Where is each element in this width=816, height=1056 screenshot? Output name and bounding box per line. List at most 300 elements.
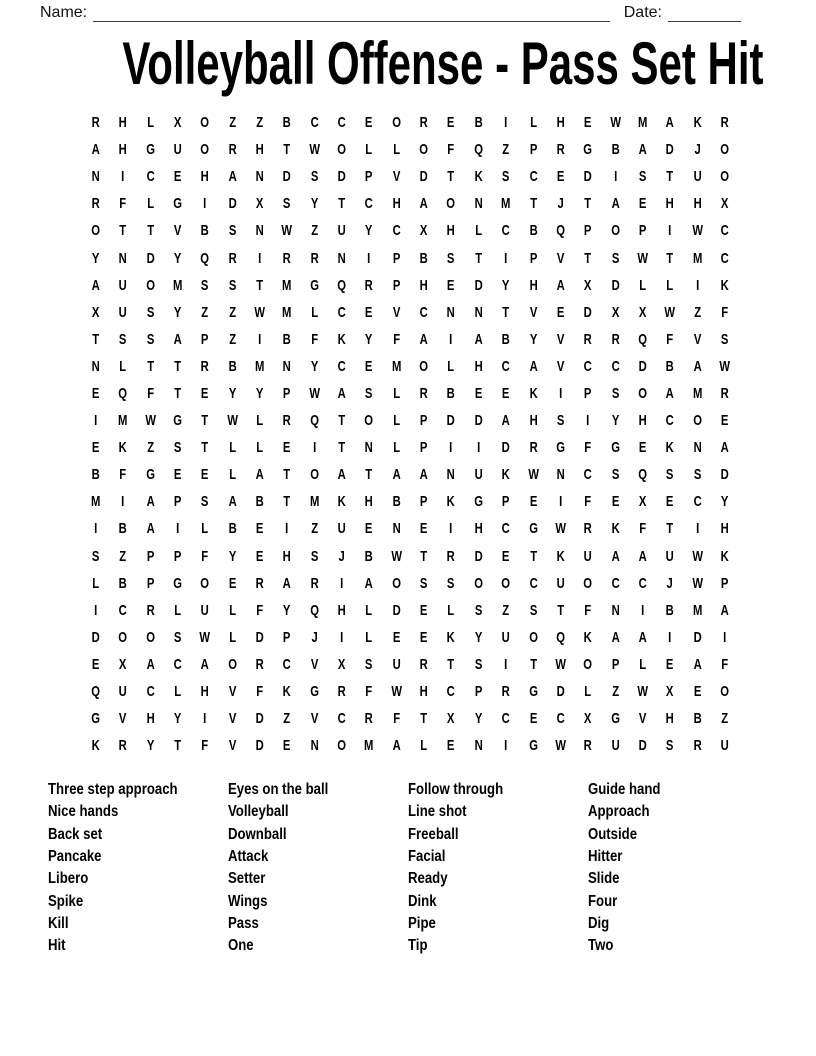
name-label: Name:	[40, 4, 88, 21]
grid-letter: R	[310, 574, 319, 592]
grid-letter: U	[118, 276, 128, 294]
grid-letter: A	[638, 628, 647, 646]
grid-letter: F	[584, 439, 592, 457]
word-bank-item: Approach	[588, 803, 650, 821]
grid-letter: N	[447, 303, 456, 321]
grid-letter: D	[556, 683, 565, 701]
grid-letter: E	[447, 276, 455, 294]
grid-letter: B	[91, 466, 100, 484]
grid-letter: C	[501, 710, 510, 728]
grid-letter: Y	[502, 276, 510, 294]
grid-letter: D	[611, 276, 620, 294]
grid-letter: R	[583, 330, 592, 348]
grid-letter: S	[119, 330, 127, 348]
grid-letter: Q	[337, 276, 347, 294]
grid-letter: T	[502, 303, 510, 321]
grid-letter: S	[310, 168, 319, 186]
grid-letter: B	[228, 520, 237, 538]
grid-letter: I	[94, 412, 98, 430]
grid-letter: D	[474, 412, 483, 430]
grid-letter: L	[228, 601, 236, 619]
grid-letter: T	[338, 195, 346, 213]
header	[40, 2, 741, 22]
grid-letter: X	[91, 303, 100, 321]
grid-letter: P	[283, 384, 291, 402]
grid-letter: C	[337, 710, 346, 728]
grid-letter: I	[258, 330, 262, 348]
word-bank-column-4	[588, 779, 768, 958]
grid-letter: N	[611, 601, 620, 619]
grid-letter: O	[392, 574, 401, 592]
grid-letter: P	[611, 655, 619, 673]
grid-letter: D	[419, 168, 428, 186]
grid-letter: A	[419, 466, 428, 484]
grid-letter: E	[693, 683, 701, 701]
grid-letter: C	[583, 357, 592, 375]
grid-letter: P	[529, 249, 537, 267]
grid-letter: S	[474, 601, 483, 619]
grid-letter: F	[721, 303, 729, 321]
grid-letter: G	[310, 276, 319, 294]
grid-letter: D	[228, 195, 237, 213]
grid-letter: O	[364, 412, 374, 430]
grid-letter: U	[173, 141, 182, 159]
grid-letter: E	[173, 168, 182, 186]
word-bank-item: Freeball	[408, 825, 459, 843]
grid-letter: Y	[146, 737, 155, 755]
grid-letter: L	[256, 412, 264, 430]
grid-letter: I	[476, 439, 481, 457]
grid-letter: E	[420, 520, 428, 538]
grid-letter: K	[337, 493, 346, 511]
grid-letter: A	[146, 493, 155, 511]
grid-letter: I	[340, 574, 344, 592]
grid-letter: K	[447, 493, 456, 511]
grid-letter: A	[693, 655, 702, 673]
grid-letter: L	[201, 520, 209, 538]
grid-letter: H	[419, 276, 428, 294]
grid-letter: Q	[638, 466, 647, 484]
grid-letter: A	[146, 655, 155, 673]
grid-letter: C	[501, 357, 510, 375]
grid-letter: W	[664, 303, 676, 321]
grid-letter: V	[119, 710, 127, 728]
grid-letter: S	[502, 168, 510, 186]
grid-letter: T	[584, 195, 592, 213]
grid-letter: H	[419, 683, 428, 701]
grid-letter: D	[474, 547, 483, 565]
grid-letter: A	[228, 168, 237, 186]
word-bank-item: Spike	[48, 892, 84, 910]
grid-letter: A	[91, 141, 100, 159]
grid-letter: O	[720, 683, 729, 701]
grid-letter: V	[228, 683, 237, 701]
grid-letter: S	[693, 466, 701, 484]
grid-letter: N	[337, 249, 346, 267]
grid-letter: S	[666, 737, 674, 755]
grid-letter: D	[693, 628, 702, 646]
grid-letter: B	[255, 493, 264, 511]
grid-letter: B	[118, 574, 128, 592]
grid-letter: P	[420, 493, 428, 511]
grid-letter: D	[255, 628, 264, 646]
grid-letter: P	[420, 439, 428, 457]
grid-letter: R	[337, 683, 346, 701]
grid-letter: P	[392, 276, 401, 294]
grid-letter: E	[720, 412, 729, 430]
grid-letter: H	[474, 520, 483, 538]
grid-letter: S	[638, 168, 647, 186]
grid-letter: O	[419, 141, 429, 159]
grid-letter: A	[529, 357, 538, 375]
grid-letter: P	[584, 222, 592, 240]
grid-letter: N	[474, 195, 483, 213]
grid-letter: I	[121, 493, 125, 511]
grid-letter: H	[200, 683, 210, 701]
grid-letter: X	[173, 114, 182, 132]
grid-letter: D	[283, 168, 292, 186]
grid-letter: W	[199, 628, 211, 646]
grid-letter: S	[310, 547, 319, 565]
grid-letter: H	[693, 195, 702, 213]
grid-letter: Z	[310, 520, 318, 538]
grid-letter: S	[228, 222, 237, 240]
grid-letter: E	[365, 114, 373, 132]
grid-letter: Y	[611, 412, 619, 430]
grid-letter: L	[475, 222, 482, 240]
grid-letter: T	[146, 357, 154, 375]
grid-letter: J	[666, 574, 674, 592]
grid-letter: C	[611, 357, 620, 375]
grid-letter: K	[693, 114, 702, 132]
grid-letter: T	[447, 168, 455, 186]
grid-letter: C	[665, 412, 674, 430]
grid-letter: D	[392, 601, 401, 619]
grid-letter: T	[174, 357, 182, 375]
word-bank-item: Kill	[48, 915, 69, 933]
grid-letter: L	[393, 141, 400, 159]
grid-letter: I	[668, 628, 672, 646]
grid-letter: C	[720, 222, 729, 240]
grid-letter: M	[173, 276, 183, 294]
grid-letter: Z	[119, 547, 127, 565]
grid-letter: P	[392, 249, 401, 267]
grid-letter: B	[228, 357, 237, 375]
grid-letter: L	[393, 439, 400, 457]
grid-letter: F	[201, 547, 209, 565]
grid-letter: L	[146, 195, 154, 213]
grid-letter: D	[583, 303, 592, 321]
grid-letter: X	[638, 303, 647, 321]
grid-letter: L	[174, 601, 182, 619]
grid-letter: I	[340, 628, 344, 646]
grid-letter: S	[447, 249, 455, 267]
grid-letter: G	[173, 574, 183, 592]
grid-letter: Y	[91, 249, 100, 267]
grid-letter: Y	[474, 710, 483, 728]
grid-letter: C	[146, 168, 155, 186]
grid-letter: I	[285, 520, 289, 538]
grid-letter: G	[556, 439, 565, 457]
grid-letter: T	[119, 222, 127, 240]
grid-letter: A	[720, 439, 729, 457]
grid-letter: O	[419, 357, 429, 375]
grid-letter: Y	[173, 249, 182, 267]
word-bank-item: Dink	[408, 892, 437, 910]
grid-letter: R	[419, 384, 428, 402]
grid-letter: L	[447, 357, 455, 375]
grid-letter: N	[255, 222, 264, 240]
grid-letter: F	[447, 141, 455, 159]
grid-letter: R	[91, 114, 100, 132]
grid-letter: F	[721, 655, 729, 673]
grid-letter: X	[119, 655, 127, 673]
grid-letter: H	[365, 493, 374, 511]
grid-letter: A	[693, 357, 702, 375]
grid-letter: L	[420, 737, 428, 755]
grid-letter: E	[365, 357, 373, 375]
date-write-line	[668, 6, 741, 22]
grid-letter: O	[583, 574, 593, 592]
grid-letter: I	[94, 601, 98, 619]
grid-letter: N	[91, 168, 100, 186]
grid-letter: M	[692, 384, 702, 402]
grid-letter: E	[283, 439, 291, 457]
grid-letter: V	[392, 303, 401, 321]
grid-letter: H	[638, 412, 647, 430]
grid-letter: P	[365, 168, 373, 186]
grid-letter: P	[173, 493, 182, 511]
grid-letter: H	[529, 412, 538, 430]
grid-letter: P	[584, 384, 592, 402]
grid-letter: R	[255, 574, 264, 592]
grid-letter: X	[666, 683, 674, 701]
grid-letter: Q	[556, 222, 565, 240]
grid-letter: I	[504, 737, 508, 755]
grid-letter: P	[173, 547, 182, 565]
grid-letter: C	[501, 222, 510, 240]
grid-letter: O	[720, 168, 729, 186]
grid-letter: Y	[365, 330, 373, 348]
grid-letter: R	[200, 357, 210, 375]
grid-letter: E	[392, 628, 401, 646]
grid-letter: I	[504, 249, 508, 267]
grid-letter: T	[420, 547, 428, 565]
grid-letter: J	[694, 141, 701, 159]
word-bank-item: Nice hands	[48, 803, 119, 821]
grid-letter: G	[173, 195, 183, 213]
grid-letter: L	[393, 412, 400, 430]
word-bank-item: Outside	[588, 825, 638, 843]
grid-letter: O	[200, 114, 210, 132]
grid-letter: S	[529, 601, 537, 619]
word-bank-item: Slide	[588, 870, 620, 888]
grid-letter: L	[529, 114, 537, 132]
grid-letter: M	[391, 357, 402, 375]
grid-letter: C	[337, 303, 346, 321]
grid-letter: U	[337, 222, 346, 240]
grid-letter: V	[556, 249, 565, 267]
grid-letter: P	[720, 574, 729, 592]
grid-letter: Q	[474, 141, 483, 159]
grid-letter: Y	[720, 493, 729, 511]
grid-letter: A	[556, 276, 565, 294]
grid-letter: A	[255, 466, 264, 484]
grid-letter: N	[693, 439, 702, 457]
grid-letter: Z	[256, 114, 264, 132]
grid-letter: A	[419, 195, 428, 213]
grid-letter: S	[611, 249, 619, 267]
grid-letter: C	[118, 601, 128, 619]
grid-letter: L	[447, 601, 455, 619]
grid-letter: T	[529, 195, 537, 213]
grid-letter: L	[365, 628, 373, 646]
grid-letter: I	[723, 628, 727, 646]
grid-letter: A	[665, 114, 674, 132]
grid-letter: I	[258, 249, 262, 267]
grid-letter: F	[310, 330, 318, 348]
grid-letter: R	[556, 141, 565, 159]
grid-letter: O	[692, 412, 702, 430]
grid-letter: L	[584, 683, 592, 701]
grid-letter: D	[638, 737, 647, 755]
grid-letter: D	[665, 141, 674, 159]
grid-letter: R	[583, 737, 592, 755]
grid-letter: H	[200, 168, 210, 186]
grid-letter: M	[692, 249, 702, 267]
word-bank-item: Ready	[408, 870, 448, 888]
grid-letter: I	[176, 520, 180, 538]
grid-letter: H	[556, 114, 565, 132]
grid-letter: B	[283, 114, 292, 132]
grid-letter: E	[255, 547, 264, 565]
grid-letter: F	[256, 601, 264, 619]
grid-letter: V	[392, 168, 401, 186]
grid-letter: V	[228, 737, 237, 755]
grid-letter: W	[281, 222, 293, 240]
grid-letter: V	[310, 655, 319, 673]
grid-letter: E	[556, 168, 565, 186]
grid-letter: Y	[255, 384, 264, 402]
grid-letter: C	[583, 466, 592, 484]
grid-letter: K	[611, 520, 620, 538]
name-write-line	[93, 6, 610, 22]
grid-letter: W	[609, 114, 621, 132]
grid-letter: C	[365, 195, 374, 213]
grid-letter: P	[146, 547, 155, 565]
grid-letter: C	[283, 655, 292, 673]
grid-letter: X	[255, 195, 264, 213]
grid-letter: R	[447, 547, 456, 565]
grid-letter: G	[474, 493, 483, 511]
grid-letter: S	[611, 384, 619, 402]
grid-letter: R	[419, 655, 428, 673]
grid-letter: Z	[502, 601, 510, 619]
grid-letter: R	[91, 195, 100, 213]
grid-letter: E	[502, 547, 510, 565]
grid-letter: K	[529, 384, 538, 402]
grid-letter: V	[556, 357, 565, 375]
grid-letter: N	[447, 466, 456, 484]
grid-letter: E	[91, 439, 100, 457]
grid-letter: G	[610, 710, 620, 728]
grid-letter: X	[584, 276, 592, 294]
grid-letter: L	[310, 303, 318, 321]
grid-letter: P	[638, 222, 647, 240]
word-bank-item: Attack	[228, 848, 269, 866]
grid-letter: N	[392, 520, 401, 538]
grid-letter: Y	[173, 303, 182, 321]
grid-letter: T	[666, 520, 674, 538]
grid-letter: C	[529, 574, 538, 592]
grid-letter: V	[638, 710, 647, 728]
grid-letter: O	[337, 737, 347, 755]
grid-letter: K	[720, 276, 729, 294]
grid-letter: Z	[611, 683, 619, 701]
grid-letter: O	[392, 114, 401, 132]
grid-letter: P	[474, 683, 483, 701]
grid-letter: T	[666, 249, 674, 267]
grid-letter: C	[310, 114, 319, 132]
grid-letter: O	[501, 574, 511, 592]
word-bank-item: Volleyball	[228, 803, 289, 821]
grid-letter: I	[586, 412, 590, 430]
grid-letter: I	[558, 493, 563, 511]
grid-letter: Z	[201, 303, 209, 321]
grid-letter: X	[584, 710, 592, 728]
page-title: Volleyball Offense - Pass Set Hit	[122, 30, 764, 97]
grid-letter: L	[174, 683, 182, 701]
grid-letter: R	[419, 114, 428, 132]
grid-letter: E	[365, 520, 373, 538]
grid-letter: X	[447, 710, 455, 728]
word-bank-item: Pass	[228, 915, 259, 933]
grid-letter: L	[92, 574, 100, 592]
grid-letter: G	[528, 737, 538, 755]
grid-letter: S	[611, 466, 619, 484]
grid-letter: X	[720, 195, 729, 213]
grid-letter: F	[119, 195, 127, 213]
grid-letter: V	[693, 330, 701, 348]
grid-letter: I	[504, 655, 508, 673]
grid-letter: E	[529, 710, 537, 728]
grid-letter: O	[583, 655, 593, 673]
grid-letter: E	[420, 601, 428, 619]
grid-letter: B	[501, 330, 510, 348]
grid-letter: G	[145, 466, 155, 484]
grid-letter: D	[720, 466, 729, 484]
grid-letter: O	[720, 141, 729, 159]
grid-letter: C	[146, 683, 155, 701]
grid-letter: E	[584, 114, 592, 132]
grid-letter: E	[91, 384, 100, 402]
grid-letter: S	[666, 466, 674, 484]
grid-letter: A	[228, 493, 237, 511]
grid-letter: K	[583, 628, 592, 646]
grid-letter: R	[611, 330, 620, 348]
grid-letter: G	[528, 683, 538, 701]
grid-letter: E	[255, 520, 264, 538]
grid-letter: W	[691, 574, 703, 592]
grid-letter: I	[312, 439, 316, 457]
grid-letter: T	[338, 412, 346, 430]
grid-letter: Z	[693, 303, 701, 321]
grid-letter: J	[557, 195, 564, 213]
grid-letter: T	[256, 276, 264, 294]
grid-letter: E	[638, 195, 647, 213]
grid-letter: Y	[365, 222, 373, 240]
grid-letter: G	[145, 141, 155, 159]
